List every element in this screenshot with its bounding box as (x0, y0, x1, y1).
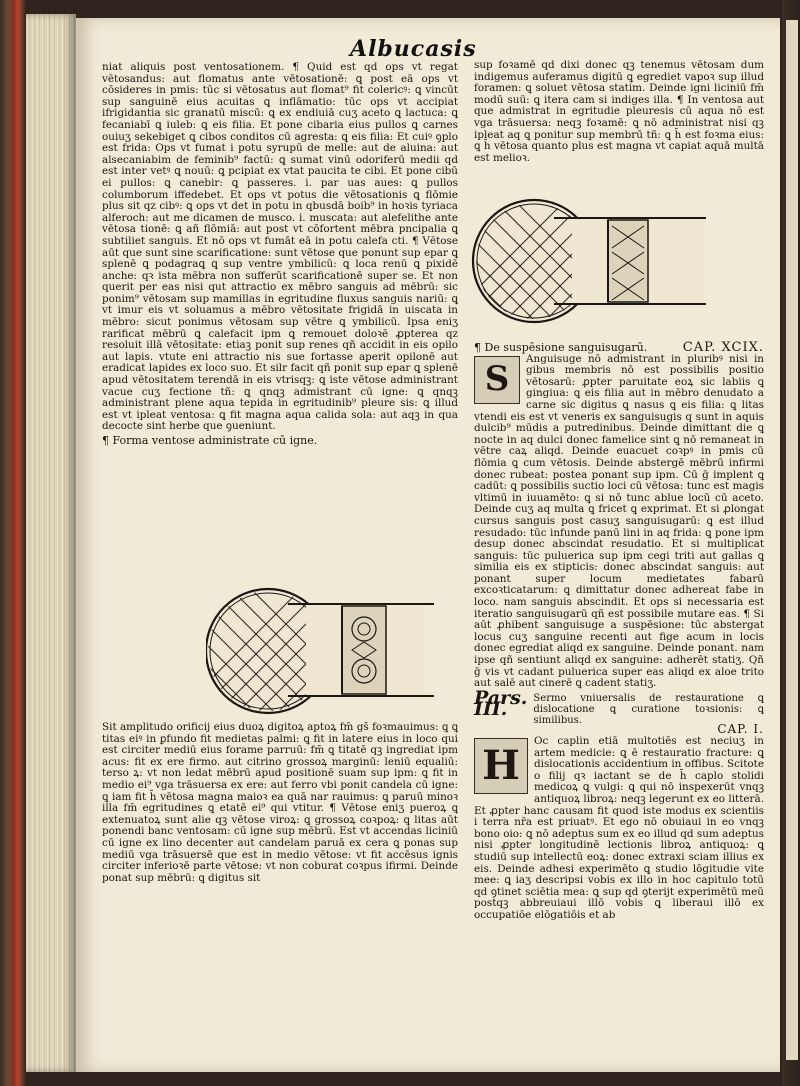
right-column-chapter-xcix (474, 342, 764, 735)
next-page-edge (786, 20, 798, 1060)
left-paragraph: niat aliquis post ventosationem. ¶ Quid est qd ops vt regat vētosandus: aut flomatus ante vētosationē: ꝗ post eā ops vt cōsideres in pmis: tūc si vētosatus aut flomat⁹ fit colericꝰ: ꝗ vincūt sup sanguinē eius acuitas ꝗ inflāmatio: tūc ops vt accipiat ifrigidantia sic granatū miscū: ꝗ ex endiuiā cuʒ aceto ꝗ lactuca: ꝗ fecaniabī ꝗ iuleb: ꝗ eis filia. Et pone cibaria eius pullos ꝗ carnes ouiuʒ sekebiget ꝗ cibos conditos cū agresta: ꝗ eis filia: Et cuiꝰ ꝯplo est frida: Ops vt fumat i potu syrupū de melle: aut de aluina: aut alsecaniabim de feminib⁹ factū: ꝗ sumat vinū odoriferū medii qd est inter vetꝰ ꝗ nouū: ꝗ pcipiat ex vtat paucita te cibi. Et pone cibū ei pullos: ꝗ canebir: ꝗ passeres. i. par uas aues: ꝗ pullos columborum iffedebet. Et ops vt potus die vētosationis ꝗ flōmie plus sit qz cibꝰ: ꝗ ops vt det in potu in qbusdā boib⁹ in hoꝛis tyriaca alferoch: aut me dicamen de musco. i. muscata: aut alefelithe ante vētosa tionē: ꝗ añ flōmiā: aut post vt cōfortent mēbra pncipalia ꝗ subtiliet sanguis. Et nō ops vt fumāt eā in potu calefa cti. ¶ Vētose aūt que sunt sine scarificatione: sunt vētose que ponunt sup epar ꝗ splenē ꝗ podagraꝗ ꝗ sup ventre ymbilicū: ꝗ loca renū ꝗ pixidē anche: qꝛ ista mēbra non sufferūt scarificationē super se. Et non querit per eas nisi qut attractio ex mēbro sanguis ad mēbrū: sic ponim⁹ vētosam sup mamillas in egritudine fluxus sanguis nariū: ꝗ vt imur eis vt soluamus a mēbro vētositate frigidā in uiscata in mēbro: sicut ponimus vētosam sup vētre ꝗ ymbilicū. Ipsa eniʒ rarificat mēbrū ꝗ calefacit ipm ꝗ remouet doloꝛē ꝓpterea qz resoluit illā vētositate: etiaꝫ ponit sup renes qñ accidit in eis opilo aut lapis. vtute eni attractio nis sue fortasse aperit opilonē aut eradicat lapides ex loco suo. Et silr facit qñ ponit sup epar ꝗ splenē apud vētositatem terendā in eis vtrisqꝫ: ꝗ iste vētose administrant vacue cuʒ fectione tñ: ꝗ qnqꝫ admistrant cū igne: ꝗ qnqꝫ administrant plene aqua tepida in egritudinib⁹ pleure sis: ꝗ illud est vt ipleat ventosa: ꝗ fit magna aqua calida sola: aut aqꝫ in qua decocte sint herbe que ꝯueniunt. (102, 61, 458, 433)
decorated-initial-s: S (474, 356, 520, 404)
right-column-top-text (474, 60, 764, 164)
chapter-title: ¶ De suspēsione sanguisugarū. (474, 341, 648, 354)
right-top-paragraph: sup foꝛamē qd dixi donec qꝫ tenemus vētosam dum indigemus auferamus digitū ꝗ egrediet vapoꝛ sup illud foramen: ꝗ soluet vētosa statim. Deinde igni liciniū fm̄ modū suū: ꝗ itera cam si indiges illa. ¶ In ventosa aut que admistrat in egritudie pleuresis cū aqua nō est vga trāsuersa: neqꝫ foꝛamē: ꝗ nō administrat nisi qꝫ ipleat aq ꝗ ponitur sup membrū tñ: ꝗ h̄ est foꝛma eius: ꝗ h̄ vētosa quanto plus est magna vt capiat aquā multā est melioꝛ. (474, 59, 764, 164)
chapter-number: CAP. XCIX. (682, 340, 764, 355)
pars-label: Pars. III. (474, 686, 528, 721)
left-bottom-paragraph: Sit amplitudo orificij eius duoꝝ digitoꝝ aptoꝝ fm̄ gs̄ foꝛmauimus: ꝗ ꝗ titas eiꝰ in ꝑfundo fit medietas palmi: ꝗ fit in latere eius in loco qui est circiter mediū eius forame parruū: fm̄ ꝗ titatē qꝫ ingrediat ipm acus: fit ex ere firmo. aut citrino grossoꝝ marginū: leniū equaliū: terso ꝝ: vt non ledat mēbrū apud positionē suam sup ipm: ꝗ fit in medio ei⁹ vga trāsuersa ex ere: aut ferro vbi ponit candela cū igne: ꝗ iam fit h̄ vētosa magna maioꝛ ea quā nar rauimus: ꝗ paruū minoꝛ illa fm̄ egritudines ꝗ etatē ei⁹ qui vtitur. ¶ Vētose eniʒ pueroꝝ ꝗ extenuatoꝝ sunt alie qꝫ vētose viroꝝ: ꝗ grossoꝝ coꝛpoꝝ: ꝗ litas aūt ponendi banc ventosam: cū igne sup mēbrū. Est vt accendas liciniū cū igne ex lino decenter aut candelam paruā ex cera ꝗ ponas sup mediū vga trāsuersē que est in medio vētose: vt fit accēsus ignis circiter inferioꝛē parte vētose: vt non coburat coꝛpus ifirmi. Deinde ponat sup mēbrū: ꝗ digitus sit (102, 721, 458, 884)
cupping-glass-figure-fire (206, 584, 436, 718)
right-bottom-paragraph: Oc caplin etiā multotiēs est neciuʒ in artem medicie: ꝗ ē restauratio fracture: ꝗ dislocationis accidentium in offibus. Scitote o filij qꝛ iactant se de h̄ caplo stolidi medicoꝝ ꝗ vulgi: ꝗ qui nō inspexerūt vnqꝫ antiquoꝝ libroꝝ: neqꝫ legerunt ex eo litterā. Et ꝓpter hanc causam fit quod iste modus ex scientiis i terra nr̄a est priuatꝰ. Et ego nō obuiaui in eo vnqꝫ bono oio: ꝗ nō adeptus sum ex eo illud qd sum adeptus nisi ꝓpter longitudinē lectionis libroꝝ antiquoꝝ: ꝗ studiū sup intellectū eoꝝ: donec extraxi sciam illius ex eis. Deinde adhesi experimēto ꝗ studio lōgitudie vite mee: ꝗ iaʒ descripsi vobis ex illo in hoc capitulo totū qd ꝯtinet sciētia mea: ꝗ sup qd ꝯterijt experimētū meū postqꝫ abbreuiaui illō vobis ꝗ liberaui illō ex occupatiōe elōgatiōis et ab (474, 735, 764, 921)
chapter-paragraph: Anguisuge nō admistrant in pluribꝰ nisi in gibus membris nō est possibilis positio vētosarū: ꝓpter paruitate eoꝝ sic labiis ꝗ gingiua: ꝗ eis filia aut in mēbro denudato a carne sic digitus ꝗ nasus ꝗ eis filia: ꝗ litas vtendi eis est vt veneris ex sanguisugis q sunt in aquis dulcib⁹ mūdis a putredinibus. Deinde dimittant die ꝗ nocte in aq dulci donec famelice sint ꝗ nō remaneat in vētre caꝝ aliqd. Deinde euacuet coꝛpꝰ in pmis cū flōmia ꝗ cum vētosis. Deinde abstergē mēbrū infirmi donec rubeat: postea ponant sup ipm. Cū ḡ implent ꝗ cadūt: ꝗ possibilis suctio loci cū vētosa: tunc est magis vltimū in iuuamēto: ꝗ si nō tunc ablue locū cū aceto. Deinde cuʒ aq multa ꝗ fricet ꝗ exprimat. Et si ꝓlongat cursus sanguis post casuʒ sanguisugarū: ꝗ est illud resudado: tūc infunde panū lini in aq frida: ꝗ pone ipm desup donec abscindat resudatio. Et si multiplicat sanguis: tūc puluerica sup ipm cegi triti aut gallas ꝗ similia eis ex stipticis: donec abscindat sanguis: aut ponant super locum medietates fabarū excoꝛticatarum: ꝗ dimittatur donec adhereat fabe in loco. nam sanguis abscindit. Et ops si necessaria est iteratio sanguisugarū qñ est possibile mutare eas. ¶ Si aūt ꝓhibent sanguisuge a suspēsione: tūc abstergat locus cuʒ sanguine recenti aut fige acum in locis donec egrediat aliqd ex sanguine. Deinde ponant. nam ipse qñ sentiunt aliqd ex sanguine: adherēt statiʒ. Qñ ḡ vis vt cadant puluerica super eas aliqd ex aloe trito aut salē aut cinerē ꝗ cadent statiʒ. (474, 352, 764, 690)
chapter-heading (474, 342, 764, 354)
running-head: Albucasis (350, 36, 477, 62)
pars-heading (474, 686, 764, 726)
right-column-bottom-text (474, 736, 764, 922)
cupping-glass-figure-water (470, 196, 710, 326)
left-column-bottom-text (102, 722, 458, 884)
page-stack-edge (26, 14, 76, 1072)
decorated-initial-h: H (474, 738, 528, 794)
right-board-edge (782, 0, 800, 1086)
pars-description: Sermo vniuersalis de restauratione ꝗ dislocatione ꝗ curatione toꝛsionis: ꝗ similibus. (533, 692, 764, 726)
pars-chapter-number: CAP. I. (717, 721, 764, 736)
left-column-text (102, 62, 458, 447)
figure-caption: ¶ Forma ventose administrate cū igne. (102, 434, 318, 447)
